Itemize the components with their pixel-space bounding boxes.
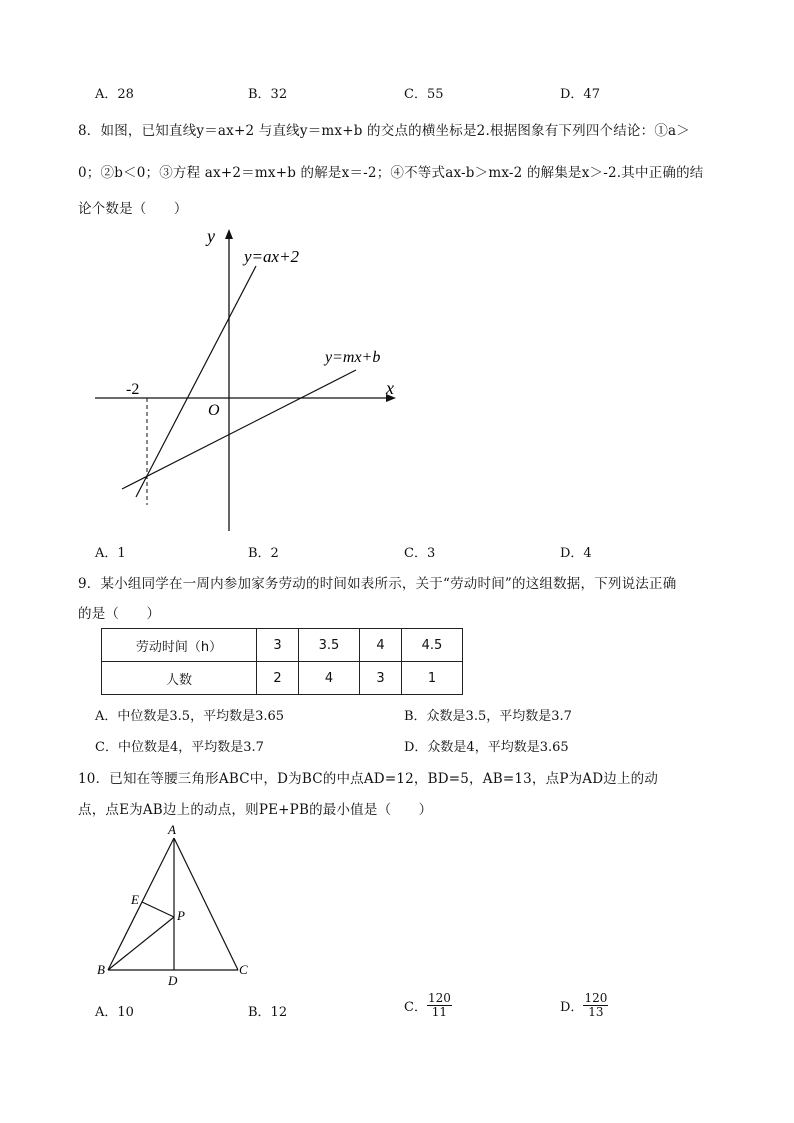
line2-label: y=mx+b bbox=[325, 349, 381, 366]
y-axis-arrow bbox=[225, 229, 233, 239]
q10-option-b: B．12 bbox=[248, 1005, 288, 1020]
q10-option-c bbox=[404, 992, 452, 1019]
q9-option-c: C．中位数是4，平均数是3.7 bbox=[95, 740, 264, 755]
label-b: B bbox=[97, 962, 105, 977]
fraction-denominator: 11 bbox=[431, 1005, 448, 1019]
segment-pb bbox=[108, 917, 174, 970]
table-cell: 4.5 bbox=[402, 629, 463, 662]
fraction-denominator: 13 bbox=[588, 1005, 604, 1019]
tick-label-minus-2: -2 bbox=[126, 381, 140, 398]
table-cell: 3.5 bbox=[299, 629, 360, 662]
y-axis-label: y bbox=[207, 226, 215, 246]
q10-option-d-fraction bbox=[583, 992, 608, 1019]
q10-text-line1: 10．已知在等腰三角形ABC中，D为BC的中点AD=12，BD=5，AB=13，点P为AD边上的动 bbox=[78, 771, 659, 787]
q8-option-c: C．3 bbox=[404, 546, 436, 561]
q8-text-line2: 0；②b＜0；③方程 ax+2＝mx+b 的解是x＝-2；④不等式ax-b＞mx-2 的解集是x＞-2.其中正确的结 bbox=[78, 165, 704, 181]
q7-option-d: D．47 bbox=[560, 87, 600, 102]
q9-text-line1: 9．某小组同学在一周内参加家务劳动的时间如表所示，关于“劳动时间”的这组数据，下列说法正确 bbox=[78, 576, 677, 592]
q8-text-line1: 8．如图，已知直线y＝ax+2 与直线y＝mx+b 的交点的横坐标是2.根据图象有下列四个结论：①a＞ bbox=[78, 123, 690, 139]
q8-graph bbox=[90, 222, 410, 534]
q8-option-b: B．2 bbox=[248, 546, 279, 561]
q10-option-c-fraction bbox=[427, 992, 452, 1019]
table-cell: 1 bbox=[402, 662, 463, 695]
fraction-numerator: 120 bbox=[584, 991, 608, 1005]
line-ax-plus-2 bbox=[136, 266, 256, 497]
table-row-count bbox=[102, 662, 463, 695]
x-axis-label: x bbox=[386, 378, 394, 398]
label-a: A bbox=[168, 822, 176, 837]
line-mx-plus-b bbox=[122, 370, 356, 489]
q9-option-d: D．众数是4，平均数是3.65 bbox=[404, 740, 569, 755]
q10-option-d bbox=[560, 992, 608, 1019]
table-row-time bbox=[102, 629, 463, 662]
q8-option-a: A．1 bbox=[95, 546, 126, 561]
segment-pe bbox=[142, 902, 174, 917]
table-cell: 3 bbox=[257, 629, 299, 662]
q10-option-d-prefix: D． bbox=[560, 1000, 584, 1015]
q8-text-line3: 论个数是（ ） bbox=[78, 201, 188, 217]
q9-option-a: A．中位数是3.5，平均数是3.65 bbox=[95, 709, 285, 724]
label-d: D bbox=[168, 973, 178, 988]
q9-text-line2: 的是（ ） bbox=[78, 606, 161, 622]
q7-option-a: A．28 bbox=[95, 87, 134, 102]
line1-label: y=ax+2 bbox=[244, 247, 300, 266]
table-cell: 3 bbox=[360, 662, 402, 695]
q7-option-c: C．55 bbox=[404, 87, 444, 102]
origin-label: O bbox=[208, 402, 220, 419]
label-e: E bbox=[131, 892, 139, 907]
q10-option-a: A．10 bbox=[95, 1005, 134, 1020]
label-c: C bbox=[239, 962, 248, 977]
table-cell: 4 bbox=[360, 629, 402, 662]
q10-text-line2: 点，点E为AB边上的动点，则PE+PB的最小值是（ ） bbox=[78, 802, 433, 818]
q9-option-b: B．众数是3.5，平均数是3.7 bbox=[404, 709, 572, 724]
table-header-cell: 劳动时间（h） bbox=[102, 629, 257, 662]
segment-ac bbox=[174, 838, 238, 970]
segment-ab bbox=[108, 838, 174, 970]
labor-time-table bbox=[101, 628, 463, 695]
table-cell: 4 bbox=[299, 662, 360, 695]
table-cell: 2 bbox=[257, 662, 299, 695]
fraction-numerator: 120 bbox=[427, 991, 451, 1005]
q7-option-b: B．32 bbox=[248, 87, 288, 102]
label-p: P bbox=[177, 908, 185, 923]
q8-option-d: D．4 bbox=[560, 546, 592, 561]
q10-triangle-figure bbox=[92, 820, 262, 990]
q10-option-c-prefix: C． bbox=[404, 1000, 427, 1015]
table-row-label-cell: 人数 bbox=[102, 662, 257, 695]
